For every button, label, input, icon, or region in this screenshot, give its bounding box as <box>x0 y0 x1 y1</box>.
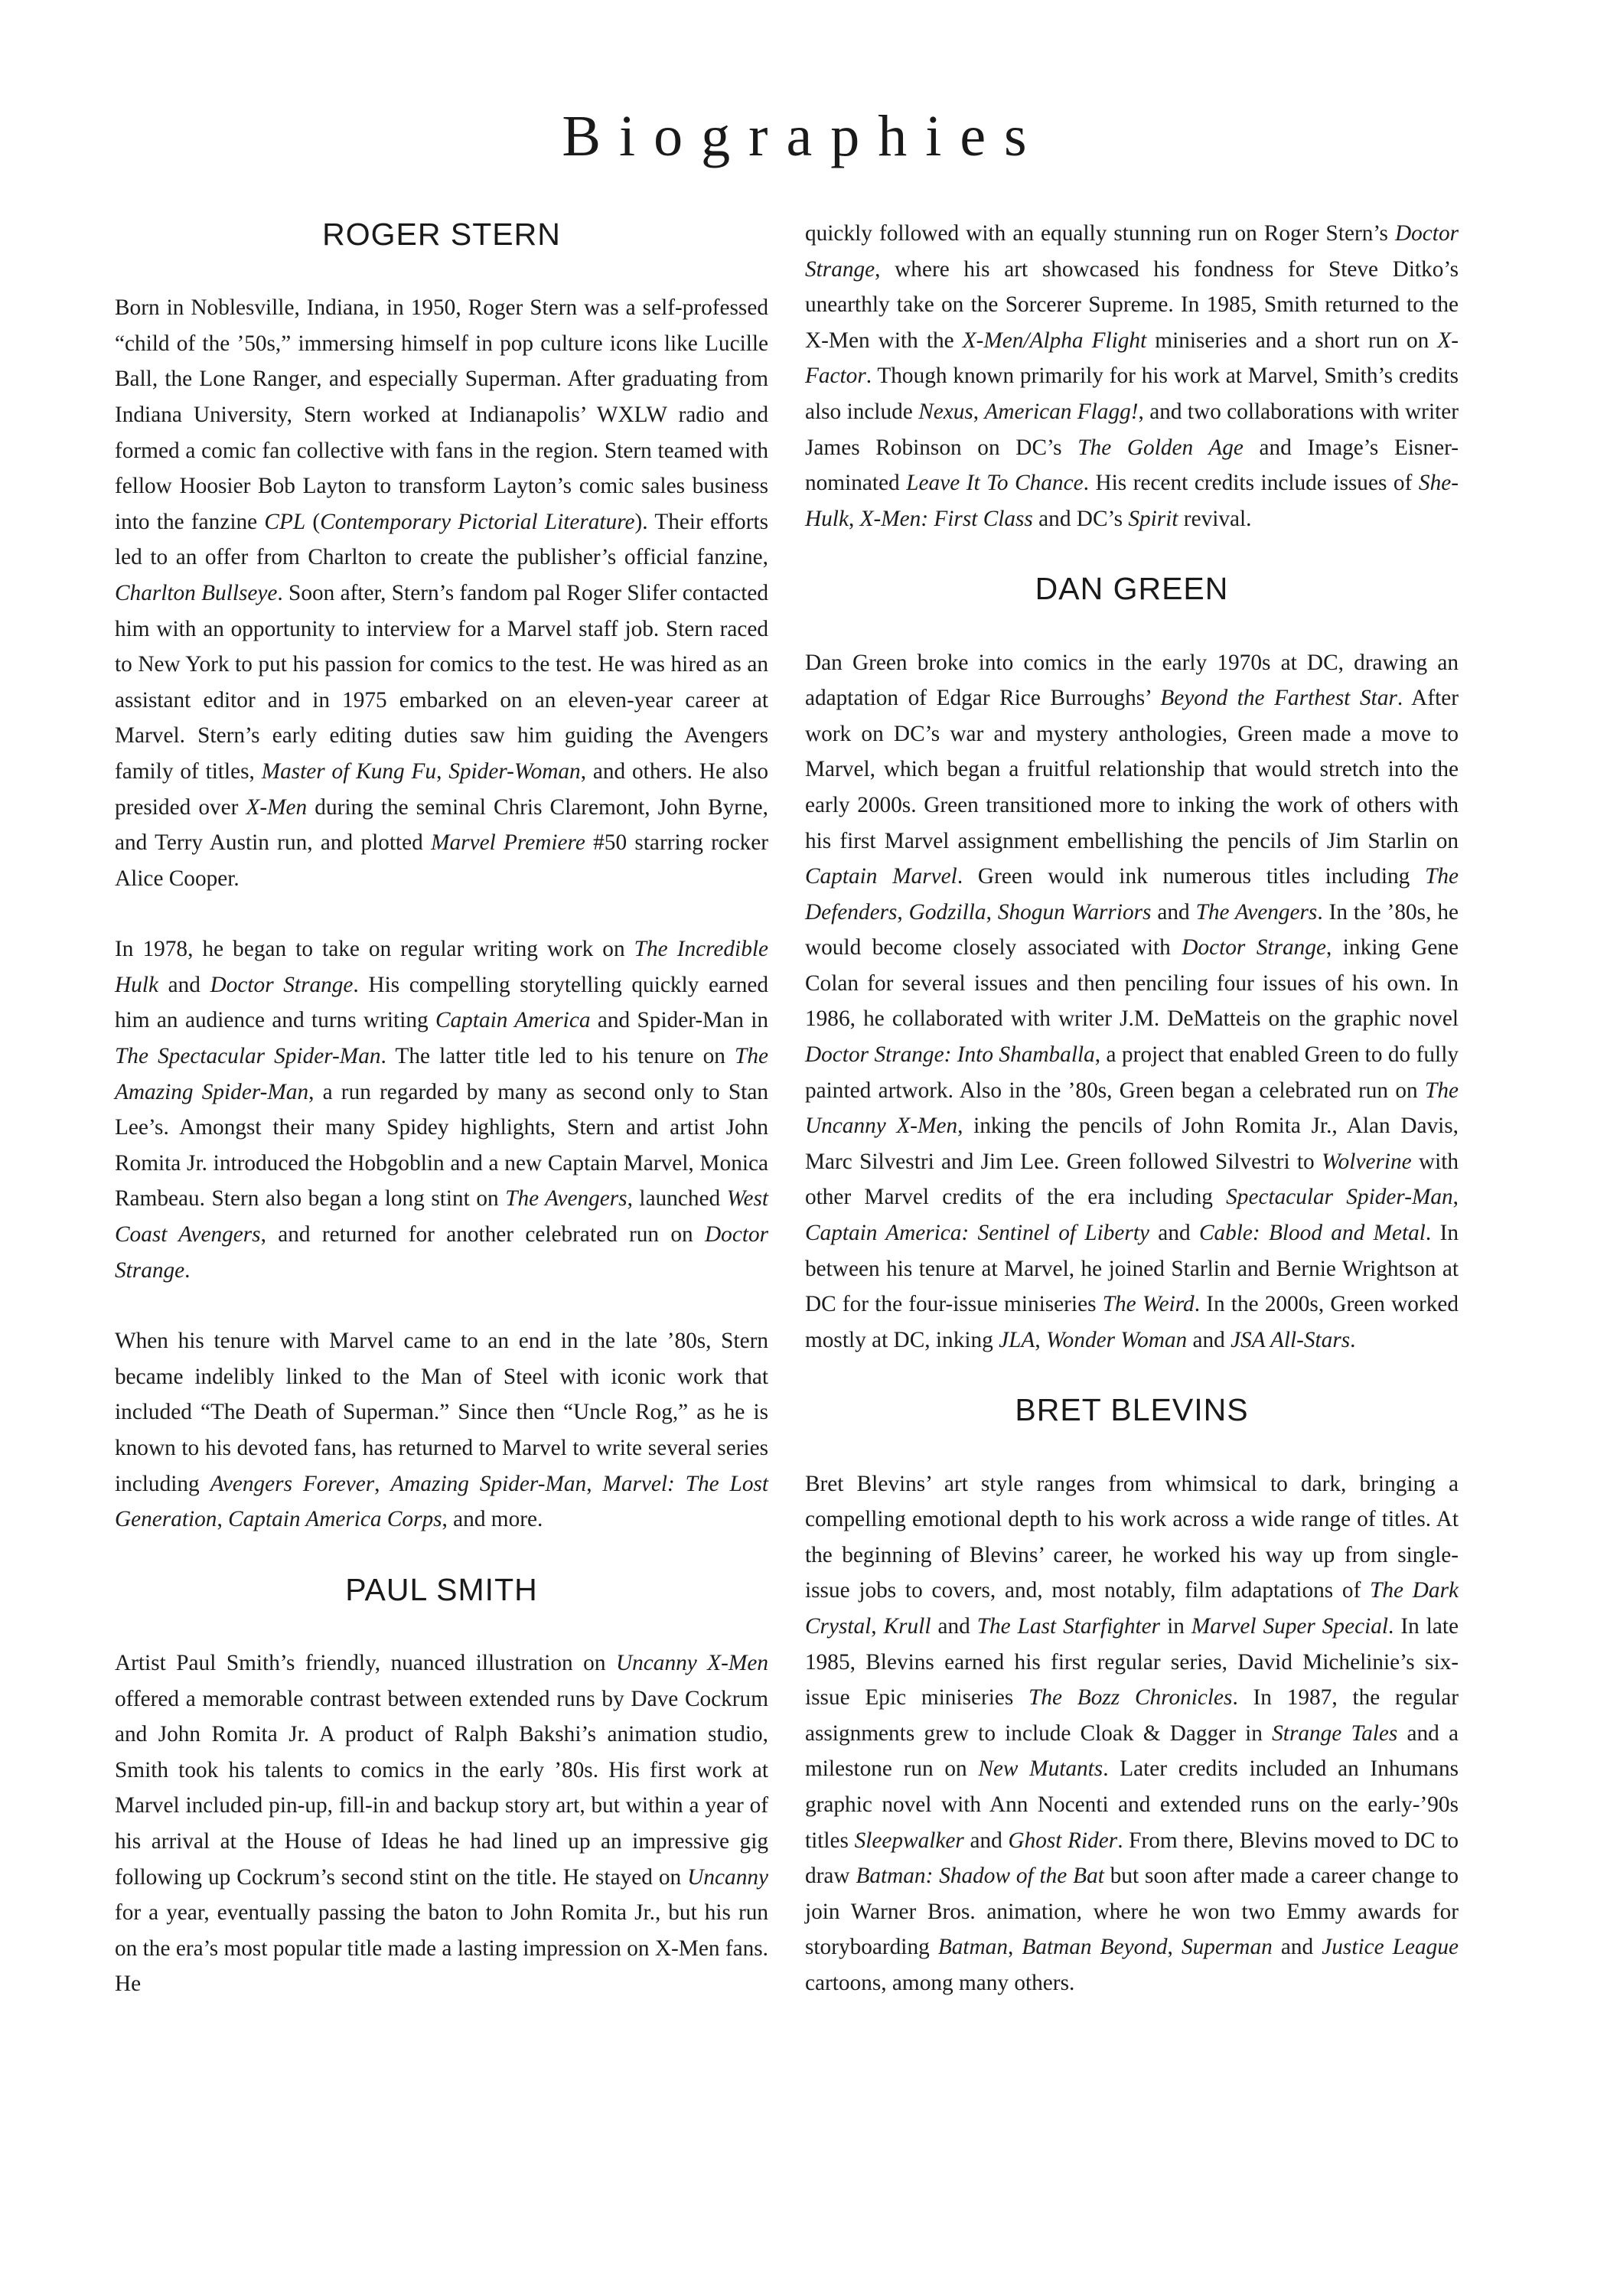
title-reference: Justice League <box>1322 1935 1459 1960</box>
title-reference: The Weird <box>1102 1292 1195 1317</box>
title-reference: Batman <box>937 1935 1008 1960</box>
title-reference: Uncanny X-Men <box>616 1650 768 1675</box>
title-reference: American Flagg! <box>984 399 1139 424</box>
title-reference: The Uncanny X-Men <box>805 1078 1459 1139</box>
title-reference: Shogun Warriors <box>997 899 1152 925</box>
title-reference: Marvel Super Special <box>1191 1613 1389 1639</box>
title-reference: Wolverine <box>1321 1149 1412 1174</box>
title-reference: Master of Kung Fu <box>261 758 437 784</box>
title-reference: Godzilla <box>908 899 986 925</box>
title-reference: Strange Tales <box>1272 1720 1398 1746</box>
page-title-text: Biographies <box>562 104 1045 168</box>
right-column <box>805 216 1459 2001</box>
bio-paragraph: Bret Blevins’ art style ranges from whimsical to dark, bringing a compelling emotional depth to his work across a wide range of titles. At the beginning of Blevins’ career, he worked his way up from single-issue jobs to covers, and, most notably, film adaptations of The Dark Crystal, Krull and The Last Starfighter in Marvel Super Special. In late 1985, Blevins earned his first regular series, David Michelinie’s six-issue Epic miniseries The Bozz Chronicles. In 1987, the regular assignments grew to include Cloak & Dagger in Strange Tales and a milestone run on New Mutants. Later credits included an Inhumans graphic novel with Ann Nocenti and extended runs on the early-’90s titles Sleepwalker and Ghost Rider. From there, Blevins moved to DC to draw Batman: Shadow of the Bat but soon after made a career change to join Warner Bros. animation, where he won two Emmy awards for storyboarding Batman, Batman Beyond, Superman and Justice League cartoons, among many others. <box>805 1471 1459 1995</box>
title-reference: The Incredible Hulk <box>115 937 768 997</box>
bio-heading-paul-smith: PAUL SMITH <box>345 1571 538 1607</box>
title-reference: Spider-Woman <box>448 758 581 784</box>
title-reference: New Mutants <box>978 1756 1103 1782</box>
title-reference: The Golden Age <box>1077 435 1244 460</box>
title-reference: The Avengers <box>505 1186 627 1212</box>
title-reference: Beyond the Farthest Star <box>1160 686 1397 711</box>
title-reference: Sleepwalker <box>854 1828 964 1853</box>
title-reference: CPL <box>264 509 306 534</box>
title-reference: Ghost Rider <box>1008 1828 1118 1853</box>
title-reference: JSA All-Stars <box>1231 1327 1351 1352</box>
title-reference: Captain America Corps <box>228 1507 442 1532</box>
title-reference: Captain America: Sentinel of Liberty <box>805 1221 1149 1246</box>
title-reference: Amazing Spider-Man <box>390 1471 587 1496</box>
bio-heading-roger-stern: ROGER STERN <box>322 217 561 252</box>
page-title <box>0 104 1607 168</box>
title-reference: Marvel Premiere <box>431 830 585 856</box>
title-reference: Avengers Forever <box>210 1471 375 1496</box>
bio-heading-bret-blevins: BRET BLEVINS <box>1015 1392 1249 1428</box>
title-reference: Krull <box>883 1613 931 1639</box>
title-reference: West Coast Avengers <box>115 1186 768 1247</box>
title-reference: Captain Marvel <box>805 864 957 889</box>
title-reference: The Bozz Chronicles <box>1028 1685 1233 1711</box>
title-reference: Charlton Bullseye <box>115 580 278 605</box>
title-reference: Superman <box>1181 1935 1273 1960</box>
title-reference: Batman: Shadow of the Bat <box>856 1864 1104 1889</box>
title-reference: Doctor Strange <box>115 1222 769 1283</box>
bio-heading-dan-green: DAN GREEN <box>1035 571 1229 607</box>
left-column <box>115 216 768 2002</box>
title-reference: She-Hulk <box>805 471 1459 531</box>
bio-paragraph: Born in Noblesville, Indiana, in 1950, Roger Stern was a self-professed “child of the ’50s,” immersing himself in pop culture icons like Lucille Ball, the Lone Ranger, and especially Superman. After graduating from Indiana University, Stern worked at Indianapolis’ WXLW radio and formed a comic fan collective with fans in the region. Stern teamed with fellow Hoosier Bob Layton to transform Layton’s comic sales business into the fanzine CPL (Contemporary Pictorial Literature). Their efforts led to an offer from Charlton to create the publisher’s official fanzine, Charlton Bullseye. Soon after, Stern’s fandom pal Roger Slifer contacted him with an opportunity to interview for a Marvel staff job. Stern raced to New York to put his passion for comics to the test. He was hired as an assistant editor and in 1975 embarked on an eleven-year career at Marvel. Stern’s early editing duties saw him guiding the Avengers family of titles, Master of Kung Fu, Spider-Woman, and others. He also presided over X-Men during the seminal Chris Claremont, John Byrne, and Terry Austin run, and plotted Marvel Premiere #50 starring rocker Alice Cooper. <box>115 295 769 891</box>
title-reference: Doctor Strange <box>1182 935 1326 960</box>
title-reference: Doctor Strange: Into Shamballa <box>805 1042 1095 1068</box>
bio-paragraph: Dan Green broke into comics in the early 1970s at DC, drawing an adaptation of Edgar Rice Burroughs’ Beyond the Farthest Star. After work on DC’s war and mystery anthologies, Green made a move to Marvel, which began a fruitful relationship that would stretch into the early 2000s. Green transitioned more to inking the work of others with his first Marvel assignment embellishing the pencils of Jim Starlin on Captain Marvel. Green would ink numerous titles including The Defenders, Godzilla, Shogun Warriors and The Avengers. In the ’80s, he would become closely associated with Doctor Strange, inking Gene Colan for several issues and then penciling four issues of his own. In 1986, he collaborated with writer J.M. DeMatteis on the graphic novel Doctor Strange: Into Shamballa, a project that enabled Green to do fully painted artwork. Also in the ’80s, Green began a celebrated run on The Uncanny X-Men, inking the pencils of John Romita Jr., Alan Davis, Marc Silvestri and Jim Lee. Green followed Silvestri to Wolverine with other Marvel credits of the era including Spectacular Spider-Man, Captain America: Sentinel of Liberty and Cable: Blood and Metal. In between his tenure at Marvel, he joined Starlin and Bernie Wrightson at DC for the four-issue miniseries The Weird. In the 2000s, Green worked mostly at DC, inking JLA, Wonder Woman and JSA All-Stars. <box>805 650 1459 1352</box>
title-reference: Doctor Strange <box>210 972 354 997</box>
title-reference: The Amazing Spider-Man <box>115 1044 768 1104</box>
title-reference: X-Men <box>246 794 308 820</box>
title-reference: Uncanny <box>687 1864 768 1890</box>
title-reference: The Spectacular Spider-Man <box>115 1044 381 1069</box>
bio-paragraph: When his tenure with Marvel came to an end in the late ’80s, Stern became indelibly linked to the Man of Steel with iconic work that included “The Death of Superman.” Since then “Uncle Rog,” as he is known to his devoted fans, has returned to Marvel to write several series including Avengers Forever, Amazing Spider-Man, Marvel: The Lost Generation, Captain America Corps, and more. <box>115 1329 769 1532</box>
title-reference: Batman Beyond <box>1022 1935 1168 1960</box>
title-reference: The Avengers <box>1195 899 1318 925</box>
title-reference: The Dark Crystal <box>805 1578 1459 1639</box>
title-reference: Doctor Strange <box>805 221 1459 282</box>
title-reference: The Last Starfighter <box>976 1613 1161 1639</box>
title-reference: Leave It To Chance <box>906 471 1084 496</box>
title-reference: Cable: Blood and Metal <box>1198 1221 1426 1246</box>
title-reference: Nexus <box>918 399 973 424</box>
title-reference: Marvel: The Lost Generation <box>115 1471 769 1532</box>
title-reference: Spirit <box>1128 506 1178 531</box>
bio-paragraph: Artist Paul Smith’s friendly, nuanced illustration on Uncanny X-Men offered a memorable contrast between extended runs by Dave Cockrum and John Romita Jr. A product of Ralph Bakshi’s animation studio, Smith took his talents to comics in the early ’80s. His first work at Marvel included pin-up, fill-in and backup story art, but within a year of his arrival at the House of Ideas he had lined up an impressive gig following up Cockrum’s second stint on the title. He stayed on Uncanny for a year, eventually passing the baton to John Romita Jr., but his run on the era’s most popular title made a lasting impression on X-Men fans. He <box>115 1650 768 1997</box>
title-reference: X-Men: First Class <box>859 506 1033 531</box>
title-reference: Captain America <box>435 1008 591 1033</box>
bio-paragraph: In 1978, he began to take on regular writing work on The Incredible Hulk and Doctor Strange. His compelling storytelling quickly earned him an audience and turns writing Captain America and Spider-Man in The Spectacular Spider-Man. The latter title led to his tenure on The Amazing Spider-Man, a run regarded by many as second only to Stan Lee’s. Amongst their many Spidey highlights, Stern and artist John Romita Jr. introduced the Hobgoblin and a new Captain Marvel, Monica Rambeau. Stern also began a long stint on The Avengers, launched West Coast Avengers, and returned for another celebrated run on Doctor Strange. <box>115 937 769 1283</box>
bio-paragraph-continued: quickly followed with an equally stunning run on Roger Stern’s Doctor Strange, where his art showcased his fondness for Steve Ditko’s unearthly take on the Sorcerer Supreme. In 1985, Smith returned to the X-Men with the X-Men/Alpha Flight miniseries and a short run on X-Factor. Though known primarily for his work at Marvel, Smith’s credits also include Nexus, American Flagg!, and two collaborations with writer James Robinson on DC’s The Golden Age and Image’s Eisner-nominated Leave It To Chance. His recent credits include issues of She-Hulk, X-Men: First Class and DC’s Spirit revival. <box>805 221 1459 531</box>
title-reference: The Defenders <box>805 864 1459 925</box>
title-reference: Wonder Woman <box>1045 1327 1188 1352</box>
title-reference: Contemporary Pictorial Literature <box>320 509 635 534</box>
title-reference: X-Men/Alpha Flight <box>962 328 1147 353</box>
title-reference: Spectacular Spider-Man <box>1226 1185 1453 1210</box>
title-reference: X-Factor <box>805 328 1459 389</box>
title-reference: JLA <box>999 1327 1035 1352</box>
